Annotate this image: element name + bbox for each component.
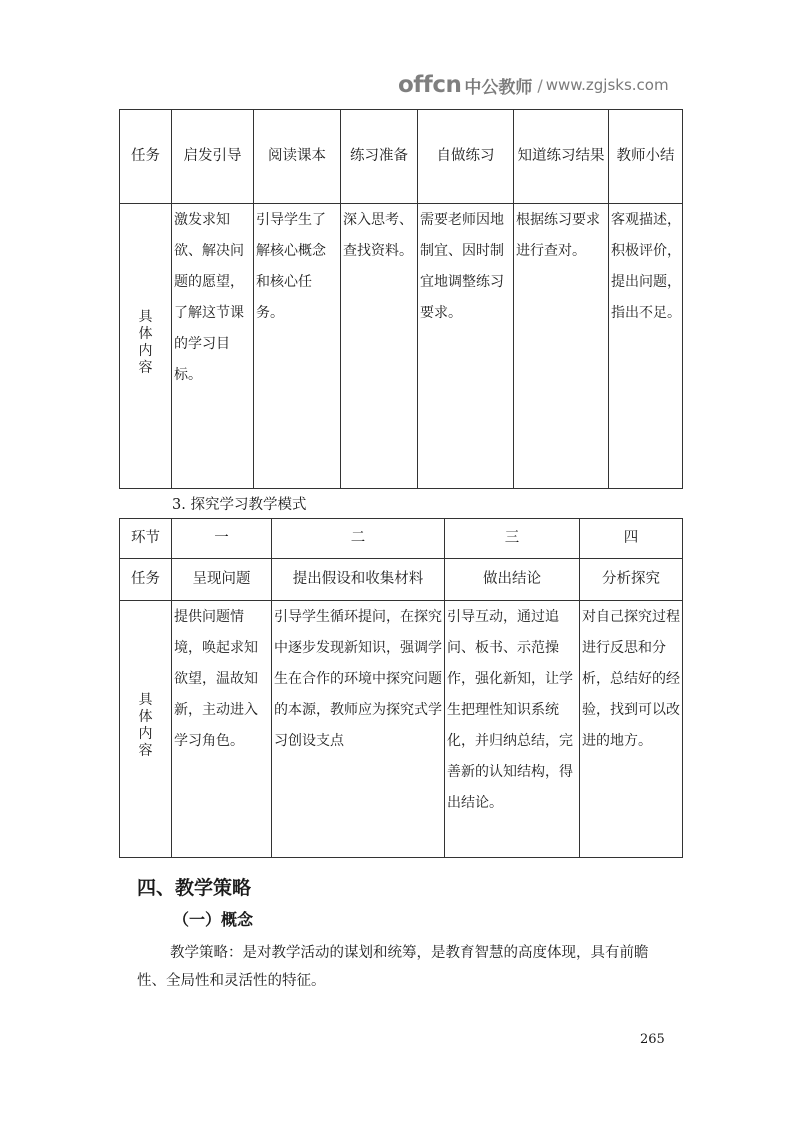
brand-logo-text: offcn <box>398 72 462 98</box>
table2-stage: 一 <box>172 519 272 559</box>
table1-cell: 深入思考、查找资料。 <box>341 204 418 489</box>
table1-header-task: 任务 <box>120 110 172 204</box>
table1-cell: 需要老师因地制宜、因时制宜地调整练习要求。 <box>418 204 514 489</box>
website-url: www.zgjsks.com <box>545 76 669 94</box>
table2-cell: 提供问题情境，唤起求知欲望，温故知新，主动进入学习角色。 <box>172 601 272 858</box>
table1-row-label: 具体内容 <box>120 204 172 489</box>
body-paragraph: 教学策略：是对教学活动的谋划和统筹，是教育智慧的高度体现，具有前瞻性、全局性和灵活性的特征。 <box>137 945 649 989</box>
table1-cell: 客观描述，积极评价，提出问题，指出不足。 <box>609 204 683 489</box>
table2-cell: 引导学生循环提问，在探究中逐步发现新知识，强调学生在合作的环境中探究问题的本源，教师应为探究式学习创设支点 <box>272 601 445 858</box>
table2-task: 提出假设和收集材料 <box>272 559 445 601</box>
table2-stage: 四 <box>580 519 683 559</box>
table1-header-prepare: 练习准备 <box>341 110 418 204</box>
page-number: 265 <box>640 1032 665 1047</box>
table1-cell: 根据练习要求进行查对。 <box>514 204 609 489</box>
table1-header-summary: 教师小结 <box>609 110 683 204</box>
table1-cell: 激发求知欲、解决问题的愿望，了解这节课的学习目标。 <box>172 204 254 489</box>
inquiry-learning-table <box>119 518 683 858</box>
table-caption: 3. 探究学习教学模式 <box>172 497 307 513</box>
table2-cell: 引导互动，通过追问、板书、示范操作，强化新知，让学生把理性知识系统化，并归纳总结，完善新的认知结构，得出结论。 <box>445 601 580 858</box>
table1-header-read: 阅读课本 <box>254 110 341 204</box>
table2-stage-label: 环节 <box>120 519 172 559</box>
table2-stage: 三 <box>445 519 580 559</box>
table1-header-result: 知道练习结果 <box>514 110 609 204</box>
table2-task: 呈现问题 <box>172 559 272 601</box>
table1-header-practice: 自做练习 <box>418 110 514 204</box>
teaching-mode-table-1 <box>119 109 683 489</box>
section-title: 四、教学策略 <box>137 877 252 899</box>
table1-header-guide: 启发引导 <box>172 110 254 204</box>
logo-slash: / <box>537 75 543 95</box>
table2-row-label: 具体内容 <box>120 601 172 858</box>
table2-cell: 对自己探究过程进行反思和分析，总结好的经验，找到可以改进的地方。 <box>580 601 683 858</box>
table2-task: 做出结论 <box>445 559 580 601</box>
table2-stage: 二 <box>272 519 445 559</box>
subsection-title: （一）概念 <box>173 910 254 929</box>
table1-cell: 引导学生了解核心概念和核心任务。 <box>254 204 341 489</box>
publisher-logo <box>398 70 669 100</box>
table2-task: 分析探究 <box>580 559 683 601</box>
brand-chinese-name: 中公教师 <box>464 77 533 98</box>
table2-task-label: 任务 <box>120 559 172 601</box>
